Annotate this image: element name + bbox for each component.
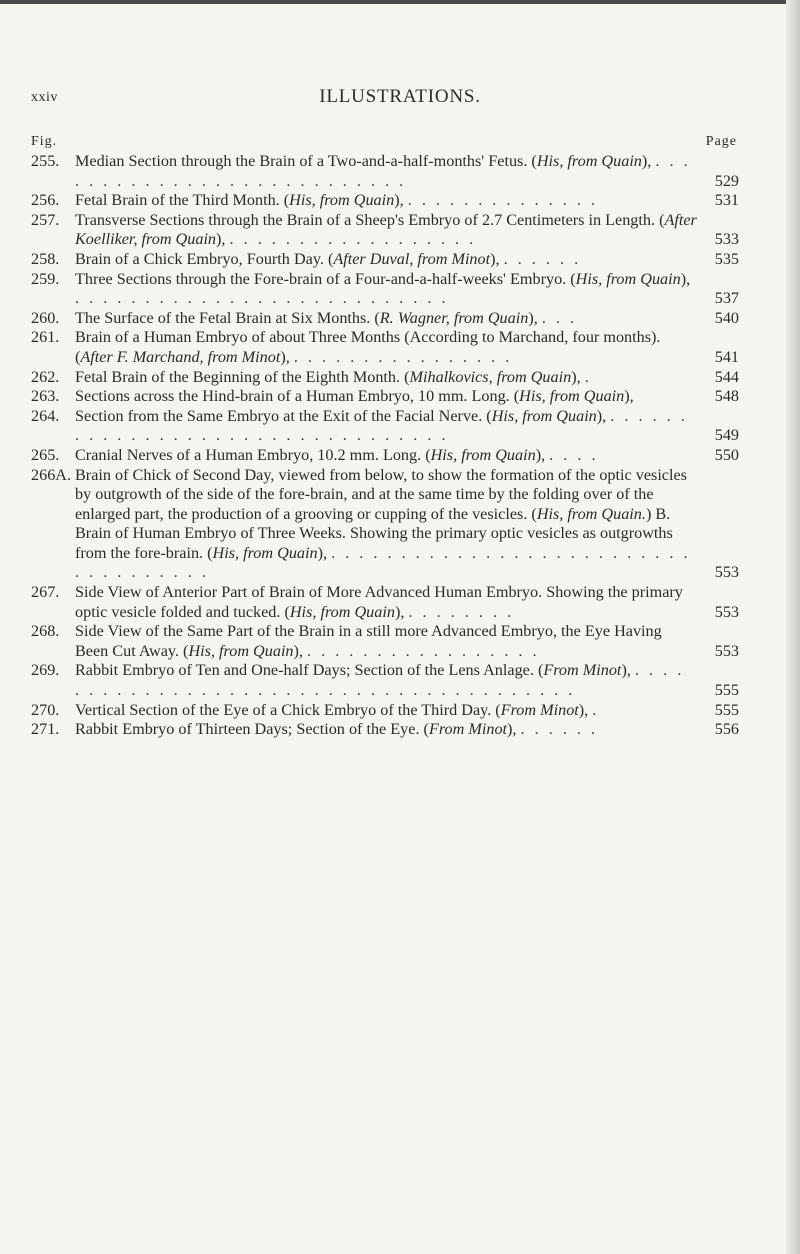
figure-source-close: ),	[680, 269, 691, 288]
figure-title: Sections across the Hind-brain of a Human Embryo, 10 mm. Long. (	[75, 387, 520, 406]
figure-title: Brain of a Human Embryo of about Three Months (According to Marchand, four months). (	[75, 328, 661, 366]
list-item	[31, 211, 739, 250]
page-reference: 550	[714, 445, 739, 464]
list-item	[31, 720, 739, 740]
figure-source-close: ),	[578, 700, 589, 719]
figure-source-close: ),	[641, 152, 652, 170]
page-reference: 541	[714, 347, 739, 366]
figure-number: 260.	[31, 308, 60, 327]
figure-number: 256.	[31, 191, 60, 210]
list-item	[31, 152, 739, 191]
leader-dots: . . . . . . . . . . . . . .	[407, 191, 598, 210]
leader-dots: . . .	[541, 308, 578, 327]
figure-source-close: ),	[216, 230, 226, 249]
figure-number: 263.	[31, 387, 60, 406]
figure-title: Rabbit Embryo of Ten and One-half Days; Section of the Lens Anlage. (	[75, 661, 544, 680]
page-reference: 529	[714, 171, 739, 190]
list-item	[31, 191, 739, 211]
figure-title: Cranial Nerves of a Human Embryo, 10.2 mm. Long. (	[75, 445, 431, 464]
page-reference: 555	[714, 700, 739, 719]
figure-source: R. Wagner, from Quain	[379, 308, 529, 327]
list-item	[31, 701, 739, 721]
page-reference: 544	[714, 367, 739, 386]
figure-source: After F. Marchand, from Minot	[80, 347, 281, 366]
figure-title: Fetal Brain of the Beginning of the Eighth Month. (	[75, 367, 410, 386]
figure-source-close: ),	[507, 720, 517, 739]
figure-title: Rabbit Embryo of Thirteen Days; Section of the Eye. (	[75, 720, 429, 739]
leader-dots: . . . . . . . . . . . . . . . . . .	[229, 230, 477, 249]
figure-source-close: ),	[394, 191, 404, 210]
figure-number: 258.	[31, 249, 60, 268]
figure-title: Transverse Sections through the Brain of a Sheep's Embryo of 2.7 Centimeters in Length. (	[75, 210, 665, 229]
figure-source-close: ),	[490, 249, 500, 268]
list-item	[31, 309, 739, 329]
figure-source-close: ),	[280, 347, 290, 366]
figure-source: His, from Quain	[491, 406, 597, 425]
figure-source-close: ),	[624, 387, 634, 406]
leader-dots: . . . . . . . . . . . . . . . . . . . . . . . . . . . . . . . . . . . . . . . .	[75, 661, 685, 700]
list-item	[31, 368, 739, 388]
page-reference: 540	[714, 308, 739, 327]
figure-source: His, from Quain	[289, 602, 395, 621]
page-reference: 556	[714, 720, 739, 739]
figure-number: 259.	[31, 269, 60, 288]
figure-source: His, from Quain	[430, 445, 536, 464]
figure-number: 264.	[31, 406, 60, 425]
page-reference: 537	[714, 289, 739, 308]
page-reference: 555	[714, 681, 739, 700]
figure-source: His, from Quain	[519, 387, 625, 406]
list-item	[31, 250, 739, 270]
figure-source: From Minot	[500, 700, 579, 719]
figure-title: Fetal Brain of the Third Month. (	[75, 191, 290, 210]
figure-title: Brain of Chick of Second Day, viewed from below, to show the formation of the optic vesicles by outgrowth of the side of the fore-brain, and at the same time by the folding over of the enlarged part, the production of a grooving or cupping of the vesicles. (	[75, 465, 687, 523]
leader-dots: .	[592, 700, 600, 719]
page-reference: 531	[714, 191, 739, 210]
figure-title: Brain of a Chick Embryo, Fourth Day. (	[75, 249, 334, 268]
figure-number: 271.	[31, 720, 60, 739]
figure-source: His, from Quain	[212, 543, 318, 562]
figure-source-close: ),	[571, 367, 581, 386]
figure-title: Section from the Same Embryo at the Exit of the Facial Nerve. (	[75, 406, 492, 425]
figure-source: His, from Quain	[536, 152, 642, 170]
figure-source-close: ),	[528, 308, 538, 327]
page-reference: 553	[714, 563, 739, 582]
figure-source: After Koelliker, from Quain	[75, 210, 697, 249]
figure-number: 257.	[31, 210, 60, 229]
page-reference: 548	[714, 387, 739, 406]
page-reference: 553	[714, 602, 739, 621]
fig-column-heading: Fig.	[31, 134, 58, 149]
page-reference: 535	[714, 249, 739, 268]
figure-source: His, from Quain	[575, 269, 681, 288]
figure-source: His, from Quain.	[536, 504, 646, 523]
page-reference: 549	[714, 426, 739, 445]
list-item	[31, 270, 739, 309]
top-rule	[0, 0, 800, 4]
page-reference: 533	[714, 230, 739, 249]
list-item	[31, 622, 739, 661]
figure-source-close: ),	[535, 445, 546, 464]
running-title: ILLUSTRATIONS.	[319, 86, 481, 107]
list-item	[31, 583, 739, 622]
leader-dots: . . . . . .	[520, 720, 599, 739]
figure-title: Side View of the Same Part of the Brain in a still more Advanced Embryo, the Eye Having Been Cut Away. (	[75, 622, 662, 660]
column-headings	[31, 134, 737, 154]
figure-source: From Minot	[543, 661, 622, 680]
figure-number: 261.	[31, 328, 60, 347]
leader-dots: .	[584, 367, 592, 386]
figure-source-close: ),	[621, 661, 631, 680]
list-item	[31, 387, 739, 407]
figure-source: His, from Quain	[188, 641, 294, 660]
figure-text-continued: ) B. Brain of Human Embryo of Three Weeks. Showing the primary optic vesicles as outgrowths from the fore-brain. (	[75, 504, 673, 562]
figure-number: 266A.	[31, 465, 72, 484]
leader-dots: . . . . . . . . . . . . . . . . . . . . . . . . . . . . . . . . . . . .	[75, 543, 691, 582]
page-number: xxiv	[31, 90, 58, 105]
figure-number: 268.	[31, 622, 60, 641]
leader-dots: . . . . . . . . . . . . . . . . . . . . . . . . . . . . . . . . .	[75, 406, 688, 445]
figure-title: Side View of Anterior Part of Brain of More Advanced Human Embryo. Showing the primary optic vesicle folded and tucked. (	[75, 583, 683, 621]
figure-source: After Duval, from Minot	[333, 249, 491, 268]
figure-number: 270.	[31, 700, 60, 719]
leader-dots: . . . .	[549, 445, 599, 464]
leader-dots: . . . . . . . . . . . . . . . .	[293, 347, 513, 366]
figure-source: Mihalkovics, from Quain	[409, 367, 572, 386]
list-item	[31, 328, 739, 367]
figure-number: 265.	[31, 445, 60, 464]
figure-source: From Minot	[428, 720, 508, 739]
figure-number: 262.	[31, 367, 60, 386]
leader-dots: . . . . . . . . . . . . . . . . .	[307, 641, 540, 660]
leader-dots: . . . . . . . . . . . . . . . . . . . . . . . . . . .	[75, 289, 449, 308]
figure-source: His, from Quain	[289, 191, 395, 210]
figure-source-close: ),	[293, 641, 303, 660]
figure-title: Median Section through the Brain of a Two-and-a-half-months' Fetus. (	[75, 152, 537, 170]
leader-dots: . . . . . .	[503, 249, 582, 268]
figure-source-close: ),	[596, 406, 607, 425]
list-item	[31, 446, 739, 466]
page-column-heading: Page	[705, 134, 737, 149]
list-item	[31, 661, 739, 700]
leader-dots: . . . . . . . .	[408, 602, 515, 621]
leader-dots: . . . . . . . . . . . . . . . . . . . . . . . . . . .	[75, 152, 691, 190]
figure-number: 269.	[31, 661, 60, 680]
figure-title: The Surface of the Fetal Brain at Six Months. (	[75, 308, 380, 327]
page-header	[0, 86, 800, 110]
page-edge-shadow	[786, 0, 800, 1254]
list-item	[31, 407, 739, 446]
figure-number: 255.	[31, 152, 60, 170]
figure-source-close: ),	[394, 602, 405, 621]
figure-number: 267.	[31, 583, 60, 602]
page-reference: 553	[714, 641, 739, 660]
figure-source-close: ),	[317, 543, 328, 562]
figure-title: Vertical Section of the Eye of a Chick Embryo of the Third Day. (	[75, 700, 501, 719]
figure-title: Three Sections through the Fore-brain of a Four-and-a-half-weeks' Embryo. (	[75, 269, 576, 288]
illustration-list	[31, 152, 739, 740]
list-item	[31, 466, 739, 584]
